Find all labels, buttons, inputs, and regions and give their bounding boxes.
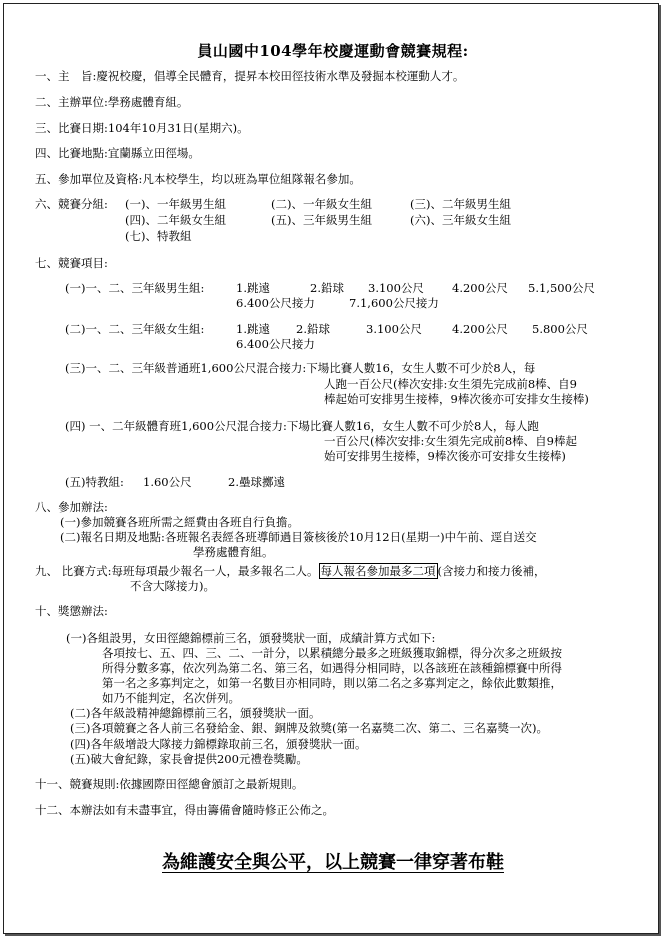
section-events-label: 七、競賽項目: bbox=[35, 256, 108, 270]
section-amendment: 十二、本辦法如有未盡事宜，得由籌備會隨時修正公佈之。 bbox=[35, 803, 334, 817]
event-item: 5.1,500公尺 bbox=[528, 281, 595, 295]
section-text: 宜蘭縣立田徑場。 bbox=[107, 146, 200, 160]
group-item: (五)、三年級男生組 bbox=[271, 213, 372, 227]
participation-item: (一)參加競賽各班所需之經費由各班自行負擔。 bbox=[60, 515, 299, 529]
special-events-label: (五)特教組: bbox=[65, 475, 124, 489]
event-item: 3.100公尺 bbox=[368, 281, 424, 295]
section-label: 二、主辦單位: bbox=[35, 95, 108, 109]
section-format-cont: 不含大隊接力)。 bbox=[130, 579, 215, 593]
section-label: 一、主 旨: bbox=[35, 69, 97, 83]
event-item: 7.1,600公尺接力 bbox=[349, 296, 439, 310]
awards-item: 如乃不能判定，名次併列。 bbox=[102, 691, 240, 705]
awards-item: (一)各組設男，女田徑總錦標前三名，頒發獎狀一面，成績計算方式如下: bbox=[66, 631, 436, 645]
event-item: 3.100公尺 bbox=[366, 322, 422, 336]
section-label: 五、參加單位及資格: bbox=[35, 172, 143, 186]
event-item: 4.200公尺 bbox=[452, 322, 508, 336]
awards-item: 第一名之多寡判定之，如第一名數目亦相同時，則以第二名之多寡判定之，餘依此數類推， bbox=[102, 676, 562, 690]
event-item: 1.60公尺 bbox=[143, 475, 192, 489]
section-text: 依據國際田徑總會頒訂之最新規則。 bbox=[119, 777, 304, 791]
page-title: 員山國中104學年校慶運動會競賽規程: bbox=[197, 42, 469, 60]
section-purpose bbox=[35, 69, 464, 83]
awards-item: (二)各年級設精神總錦標前三名，頒發獎狀一面。 bbox=[70, 706, 321, 720]
participation-item: (二)報名日期及地點:各班報名表經各班導師過目簽核後於10月12日(星期一)中午前、逕自送交 bbox=[60, 530, 537, 544]
relay-regular-text: (三)一、二、三年級普通班1,600公尺混合接力:下場比賽人數16，女生人數不可少於8人，每 bbox=[65, 361, 536, 375]
section-eligibility bbox=[35, 172, 361, 186]
section-text: (含接力和接力後補， bbox=[437, 564, 546, 578]
section-rules bbox=[35, 777, 303, 791]
section-text: 凡本校學生，均以班為單位組隊報名參加。 bbox=[142, 172, 361, 186]
event-item: 2.鉛球 bbox=[310, 281, 344, 295]
section-participation-label: 八、參加辦法: bbox=[35, 500, 108, 514]
section-format bbox=[35, 564, 546, 578]
relay-sports-text: 一百公尺(棒次安排:女生須先完成前8棒、自9棒起 bbox=[324, 434, 577, 448]
group-item: (二)、一年級女生組 bbox=[271, 197, 372, 211]
section-text: 學務處體育組。 bbox=[107, 95, 189, 109]
girls-events-label: (二)一、二、三年級女生組: bbox=[65, 322, 205, 336]
section-date bbox=[35, 121, 249, 135]
footer-notice bbox=[0, 848, 666, 874]
page-frame bbox=[3, 3, 659, 934]
section-organizer bbox=[35, 95, 188, 109]
group-item: (四)、二年級女生組 bbox=[125, 213, 226, 227]
awards-item: 所得分數多寡，依次列為第二名、第三名，如遇得分相同時，以各該班在該種錦標賽中所得 bbox=[102, 661, 562, 675]
relay-regular-text: 棒起始可安排男生接棒，9棒次後亦可安排女生接棒) bbox=[324, 392, 589, 406]
event-item: 1.跳遠 bbox=[236, 322, 270, 336]
relay-regular-text: 人跑一百公尺(棒次安排:女生須先完成前8棒、自9 bbox=[324, 377, 577, 391]
section-label: 十一、競賽規則: bbox=[35, 777, 120, 791]
awards-item: 各項按七、五、四、三、二、一計分，以累積總分最多之班級獲取錦標，得分次多之班級按 bbox=[102, 646, 562, 660]
event-item: 1.跳遠 bbox=[236, 281, 270, 295]
highlighted-rule: 每人報名參加最多二項 bbox=[320, 564, 436, 578]
section-awards-label: 十、獎懲辦法: bbox=[35, 604, 108, 618]
section-label: 九、 比賽方式: bbox=[35, 564, 112, 578]
section-label: 三、比賽日期: bbox=[35, 121, 108, 135]
event-item: 6.400公尺接力 bbox=[236, 296, 315, 310]
section-venue bbox=[35, 146, 200, 160]
section-groups-label: 六、競賽分組: bbox=[35, 197, 108, 211]
section-text: 104年10月31日(星期六)。 bbox=[107, 121, 249, 135]
group-item: (一)、一年級男生組 bbox=[125, 197, 226, 211]
footer-text: 為維護安全與公平，以上競賽一律穿著布鞋 bbox=[162, 852, 504, 873]
group-item: (六)、三年級女生組 bbox=[410, 213, 511, 227]
awards-item: (四)各年級增設大隊接力錦標錄取前三名，頒發獎狀一面。 bbox=[70, 737, 367, 751]
section-text: 慶祝校慶，倡導全民體育，提昇本校田徑技術水準及發掘本校運動人才。 bbox=[96, 69, 465, 83]
section-label: 四、比賽地點: bbox=[35, 146, 108, 160]
event-item: 5.800公尺 bbox=[532, 322, 588, 336]
relay-sports-text: 始可安排男生接棒，9棒次後亦可安排女生接棒) bbox=[324, 449, 566, 463]
event-item: 2.壘球擲遠 bbox=[228, 475, 285, 489]
group-item: (三)、二年級男生組 bbox=[410, 197, 511, 211]
boys-events-label: (一)一、二、三年級男生組: bbox=[65, 281, 205, 295]
awards-item: (五)破大會紀錄，家長會提供200元禮卷獎勵。 bbox=[70, 752, 308, 766]
relay-sports-text: (四) 一、二年級體育班1,600公尺混合接力:下場比賽人數16，女生人數不可少於8人，每人跑 bbox=[65, 419, 539, 433]
awards-item: (三)各項競賽之各人前三名發給金、銀、銅牌及敘獎(第一名嘉獎二次、第二、三名嘉獎一次)。 bbox=[70, 721, 548, 735]
event-item: 6.400公尺接力 bbox=[236, 337, 315, 351]
participation-item: 學務處體育組。 bbox=[193, 545, 274, 559]
group-item: (七)、特教組 bbox=[125, 229, 192, 243]
section-text: 每班每項最少報名一人，最多報名二人。 bbox=[111, 564, 319, 578]
event-item: 4.200公尺 bbox=[452, 281, 508, 295]
event-item: 2.鉛球 bbox=[296, 322, 330, 336]
